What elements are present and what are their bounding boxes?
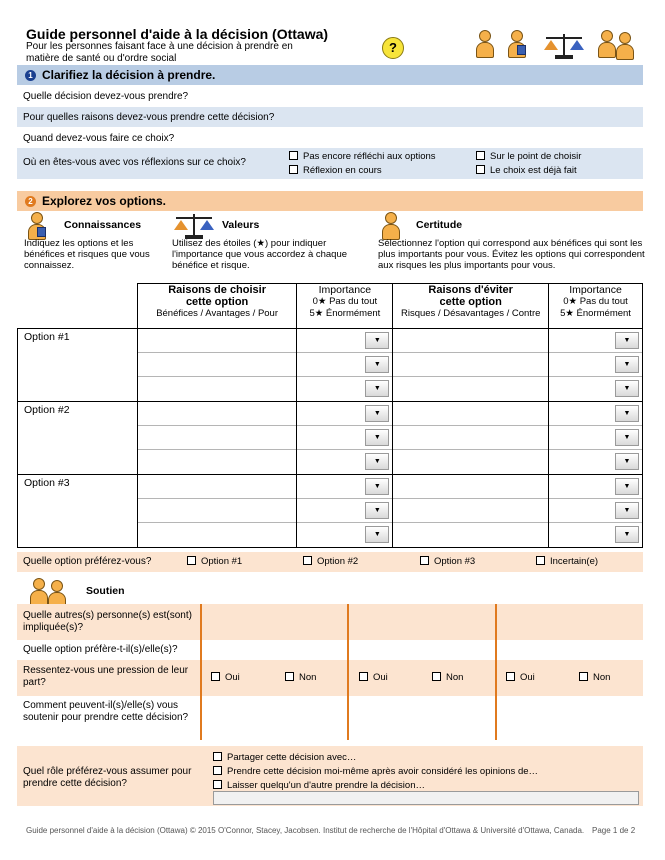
column-divider (200, 604, 202, 740)
pro-column-header: Raisons de choisir cette option Bénéfices / Avantages / Pour (137, 284, 297, 329)
importance-cell (297, 475, 393, 548)
certainty-title: Certitude (416, 219, 463, 231)
pressure-yes-2[interactable]: Oui (359, 672, 388, 683)
role-option-myself[interactable]: Prendre cette décision moi-même après avoir considéré les opinions de… (213, 766, 538, 777)
section-2-header (17, 191, 643, 211)
table-row (18, 402, 643, 475)
importance-dropdown[interactable]: ▼ (615, 478, 639, 495)
table-header-row (18, 284, 643, 329)
checkbox[interactable] (187, 556, 196, 565)
section-1-header (17, 65, 643, 85)
reasons-question[interactable]: Pour quelles raisons devez-vous prendre cette décision? (17, 107, 643, 128)
stage-row (17, 148, 643, 179)
values-text: Utilisez des étoiles (★) pour indiquer l'importance que vous accordez à chaque bénéfice et risque. (172, 238, 348, 271)
importance-dropdown[interactable]: ▼ (615, 429, 639, 446)
checkbox[interactable] (359, 672, 368, 681)
role-question: Quel rôle préférez-vous assumer pour prendre cette décision? (23, 766, 192, 789)
decision-question[interactable]: Quelle décision devez-vous prendre? (17, 86, 643, 107)
importance-dropdown[interactable]: ▼ (365, 429, 389, 446)
certainty-text: Sélectionnez l'option qui correspond aux bénéfices qui sont les plus importants pour vous. Évitez les options qui correspondent aux risques les plus importants pour vous. (378, 238, 645, 271)
preference-option-2[interactable]: Option #2 (303, 552, 358, 572)
options-table (17, 283, 643, 548)
importance-dropdown[interactable]: ▼ (615, 405, 639, 422)
option-label: Option #1 (18, 329, 138, 402)
preference-row (17, 552, 643, 572)
importance-dropdown[interactable]: ▼ (365, 478, 389, 495)
preference-option-unsure[interactable]: Incertain(e) (536, 552, 598, 572)
section-title: Explorez vos options. (42, 194, 167, 208)
importance-column-header: Importance 0★ Pas du tout 5★ Énormément (549, 284, 643, 329)
person-icon (614, 32, 636, 60)
role-row (17, 746, 643, 806)
pressure-yes-1[interactable]: Oui (211, 672, 240, 683)
their-option-question: Quelle option préfère-t-il(s)/elle(s)? (23, 644, 178, 655)
knowledge-text: Indiquez les options et les bénéfices et risques que vous connaissez. (24, 238, 150, 271)
importance-dropdown[interactable]: ▼ (615, 380, 639, 397)
preference-question: Quelle option préférez-vous? (23, 556, 152, 567)
importance-dropdown[interactable]: ▼ (615, 453, 639, 470)
page-number: Page 1 de 2 (592, 826, 636, 835)
preference-option-3[interactable]: Option #3 (420, 552, 475, 572)
when-question[interactable]: Quand devez-vous faire ce choix? (17, 128, 643, 149)
stage-option-not-thought[interactable]: Pas encore réfléchi aux options (289, 151, 436, 162)
values-title: Valeurs (222, 219, 260, 231)
importance-dropdown[interactable]: ▼ (365, 380, 389, 397)
checkbox[interactable] (432, 672, 441, 681)
section-title: Clarifiez la décision à prendre. (42, 68, 216, 82)
support-title: Soutien (86, 585, 125, 597)
stage-question: Où en êtes-vous avec vos réflexions sur ce choix? (23, 157, 246, 168)
importance-dropdown[interactable]: ▼ (365, 526, 389, 543)
person-icon (380, 212, 402, 240)
footer-text: Guide personnel d'aide à la décision (Ottawa) © 2015 O'Connor, Stacey, Jacobsen. Institut de recherche de l'Hôpital d'Ottawa & Université d'Ottawa, Canada. (26, 826, 585, 835)
role-text-field[interactable] (213, 791, 639, 805)
importance-cell (549, 329, 643, 402)
how-support-row[interactable] (17, 696, 643, 740)
checkbox[interactable] (506, 672, 515, 681)
option-label: Option #3 (18, 475, 138, 548)
checkbox[interactable] (285, 672, 294, 681)
checkbox[interactable] (213, 780, 222, 789)
checkbox[interactable] (211, 672, 220, 681)
person-icon (474, 30, 496, 58)
pressure-question: Ressentez-vous une pression de leur part? (23, 665, 189, 688)
checkbox[interactable] (289, 151, 298, 160)
checkbox[interactable] (579, 672, 588, 681)
pro-cell[interactable] (137, 475, 297, 548)
importance-dropdown[interactable]: ▼ (615, 502, 639, 519)
option-label: Option #2 (18, 402, 138, 475)
page-subtitle: Pour les personnes faisant face à une décision à prendre en matière de santé ou d'ordre social (26, 41, 293, 64)
pro-cell[interactable] (137, 402, 297, 475)
others-involved-question: Quelle autres(s) personne(s) est(sont) impliquée(s)? (23, 610, 192, 633)
importance-dropdown[interactable]: ▼ (615, 356, 639, 373)
importance-dropdown[interactable]: ▼ (365, 332, 389, 349)
importance-dropdown[interactable]: ▼ (365, 453, 389, 470)
importance-cell (297, 329, 393, 402)
checkbox[interactable] (476, 151, 485, 160)
pressure-yes-3[interactable]: Oui (506, 672, 535, 683)
role-option-delegate[interactable]: Laisser quelqu'un d'autre prendre la décision… (213, 780, 425, 791)
checkbox[interactable] (476, 165, 485, 174)
role-option-share[interactable]: Partager cette décision avec… (213, 752, 356, 763)
help-icon: ? (382, 37, 404, 59)
person-reading-icon (506, 30, 528, 58)
page-title: Guide personnel d'aide à la décision (Ottawa) (26, 26, 329, 42)
checkbox[interactable] (420, 556, 429, 565)
section-number: 2 (25, 196, 36, 207)
pressure-no-3[interactable]: Non (579, 672, 610, 683)
table-row (18, 329, 643, 402)
column-divider (347, 604, 349, 740)
checkbox[interactable] (213, 766, 222, 775)
con-column-header: Raisons d'éviter cette option Risques / Désavantages / Contre (393, 284, 549, 329)
their-option-row[interactable] (17, 640, 643, 660)
how-support-question: Comment peuvent-il(s)/elle(s) vous soutenir pour prendre cette décision? (23, 700, 189, 723)
column-divider (495, 604, 497, 740)
importance-cell (549, 475, 643, 548)
checkbox[interactable] (213, 752, 222, 761)
importance-dropdown[interactable]: ▼ (365, 405, 389, 422)
pro-cell[interactable] (137, 329, 297, 402)
pressure-row (17, 660, 643, 696)
stage-option-made[interactable]: Le choix est déjà fait (476, 165, 577, 176)
balance-scale-icon (544, 30, 584, 60)
con-cell[interactable] (393, 402, 549, 475)
importance-cell (297, 402, 393, 475)
pressure-no-2[interactable]: Non (432, 672, 463, 683)
empty-header (18, 284, 138, 329)
knowledge-title: Connaissances (64, 219, 142, 231)
checkbox[interactable] (536, 556, 545, 565)
importance-column-header: Importance 0★ Pas du tout 5★ Énormément (297, 284, 393, 329)
preference-option-1[interactable]: Option #1 (187, 552, 242, 572)
con-cell[interactable] (393, 329, 549, 402)
importance-dropdown[interactable]: ▼ (365, 502, 389, 519)
others-involved-row[interactable] (17, 604, 643, 640)
importance-cell (549, 402, 643, 475)
balance-scale-icon (174, 210, 214, 240)
pressure-no-1[interactable]: Non (285, 672, 316, 683)
con-cell[interactable] (393, 475, 549, 548)
stage-option-close[interactable]: Sur le point de choisir (476, 151, 581, 162)
table-row (18, 475, 643, 548)
importance-dropdown[interactable]: ▼ (365, 356, 389, 373)
person-reading-icon (26, 212, 48, 240)
section-number: 1 (25, 70, 36, 81)
importance-dropdown[interactable]: ▼ (615, 526, 639, 543)
stage-option-thinking[interactable]: Réflexion en cours (289, 165, 382, 176)
checkbox[interactable] (303, 556, 312, 565)
importance-dropdown[interactable]: ▼ (615, 332, 639, 349)
checkbox[interactable] (289, 165, 298, 174)
